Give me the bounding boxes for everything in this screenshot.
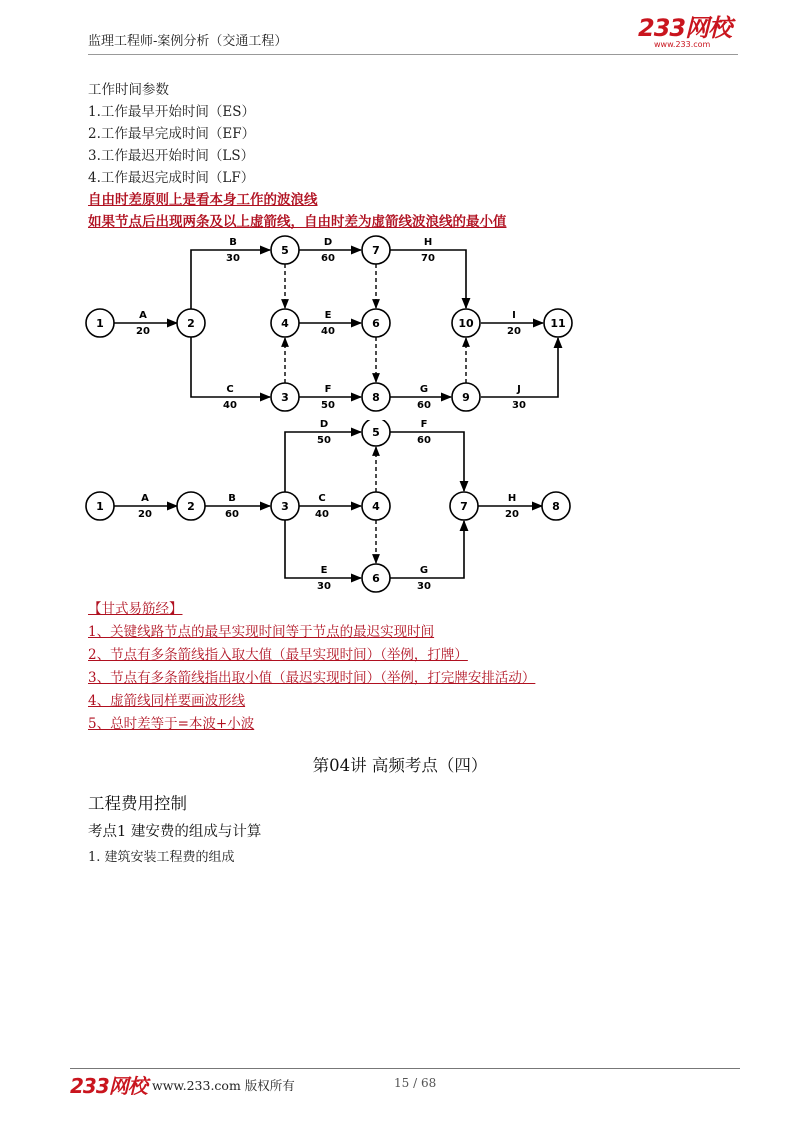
- node-label: 7: [460, 500, 468, 513]
- activity-name: B: [229, 237, 237, 248]
- activity-duration: 40: [223, 400, 237, 411]
- node-label: 4: [281, 317, 289, 330]
- footer-logo: 233网校: [70, 1074, 147, 1098]
- subsection-title: 考点1 建安费的组成与计算: [88, 824, 262, 840]
- item-title: 1. 建筑安装工程费的组成: [88, 850, 235, 865]
- activity-duration: 30: [417, 581, 431, 592]
- activity-name: I: [512, 310, 516, 321]
- logo-sub-text: www.233.com: [654, 40, 711, 49]
- param-item: 2.工作最早完成时间（EF）: [88, 126, 256, 142]
- activity-duration: 40: [315, 509, 329, 520]
- tip-item: 1、关键线路节点的最早实现时间等于节点的最迟实现时间: [88, 624, 435, 640]
- params-title: 工作时间参数: [88, 82, 169, 98]
- activity-name: C: [318, 493, 326, 504]
- node-label: 7: [372, 244, 380, 257]
- activity-duration: 30: [226, 253, 240, 264]
- section-title: 工程费用控制: [88, 794, 187, 813]
- activity-duration: 30: [317, 581, 331, 592]
- footer-divider: [70, 1068, 740, 1069]
- node-label: 6: [372, 317, 380, 330]
- lecture-title: 第04讲 高频考点（四）: [312, 756, 488, 775]
- activity-duration: 60: [321, 253, 335, 264]
- highlight-note: 自由时差原则上是看本身工作的波浪线: [88, 192, 318, 208]
- activity-name: B: [228, 493, 236, 504]
- activity-name: F: [420, 420, 428, 430]
- node-label: 1: [96, 500, 104, 513]
- activity-duration: 40: [321, 326, 335, 337]
- activity-duration: 30: [512, 400, 526, 411]
- node-label: 3: [281, 391, 289, 404]
- node-label: 5: [372, 426, 380, 439]
- tips-title: 【甘式易筋经】: [88, 601, 183, 617]
- activity-duration: 20: [507, 326, 521, 337]
- activity-name: F: [324, 384, 332, 395]
- activity-duration: 20: [136, 326, 150, 337]
- param-item: 3.工作最迟开始时间（LS）: [88, 148, 255, 164]
- tip-item: 3、节点有多条箭线指出取小值（最迟实现时间）（举例，打完牌安排活动）: [88, 670, 536, 686]
- node-label: 11: [550, 317, 566, 330]
- node-label: 3: [281, 500, 289, 513]
- activity-name: E: [324, 310, 332, 321]
- network-diagram-2: [0, 420, 800, 600]
- activity-name: H: [423, 237, 433, 248]
- highlight-note: 如果节点后出现两条及以上虚箭线，自由时差为虚箭线波浪线的最小值: [88, 214, 507, 230]
- activity-name: D: [319, 420, 329, 430]
- activity-duration: 60: [417, 435, 431, 446]
- activity-duration: 20: [505, 509, 519, 520]
- activity-name: G: [419, 565, 429, 576]
- activity-name: E: [320, 565, 328, 576]
- node-label: 8: [372, 391, 380, 404]
- activity-name: G: [419, 384, 429, 395]
- activity-duration: 50: [317, 435, 331, 446]
- activity-name: J: [517, 384, 521, 395]
- node-label: 6: [372, 572, 380, 585]
- node-label: 4: [372, 500, 380, 513]
- activity-duration: 20: [138, 509, 152, 520]
- activity-name: H: [507, 493, 517, 504]
- network-diagram-1: [0, 0, 800, 420]
- activity-name: D: [323, 237, 333, 248]
- node-label: 8: [552, 500, 560, 513]
- activity-name: C: [226, 384, 234, 395]
- activity-duration: 70: [421, 253, 435, 264]
- activity-name: A: [139, 310, 147, 321]
- activity-duration: 50: [321, 400, 335, 411]
- activity-name: A: [141, 493, 149, 504]
- node-label: 2: [187, 317, 195, 330]
- node-label: 10: [458, 317, 474, 330]
- tip-item: 5、总时差等于=本波+小波: [88, 716, 255, 732]
- node-label: 1: [96, 317, 104, 330]
- activity-duration: 60: [225, 509, 239, 520]
- tip-item: 2、节点有多条箭线指入取大值（最早实现时间）（举例，打牌）: [88, 647, 468, 663]
- node-label: 2: [187, 500, 195, 513]
- page-number: 15 / 68: [394, 1076, 437, 1090]
- logo-main-text: 233网校: [638, 14, 732, 42]
- param-item: 4.工作最迟完成时间（LF）: [88, 170, 255, 186]
- footer-site: www.233.com 版权所有: [152, 1078, 295, 1093]
- activity-duration: 60: [417, 400, 431, 411]
- tip-item: 4、虚箭线同样要画波形线: [88, 693, 246, 709]
- document-header-title: 监理工程师-案例分析（交通工程）: [88, 34, 288, 49]
- node-label: 9: [462, 391, 470, 404]
- param-item: 1.工作最早开始时间（ES）: [88, 104, 255, 120]
- node-label: 5: [281, 244, 289, 257]
